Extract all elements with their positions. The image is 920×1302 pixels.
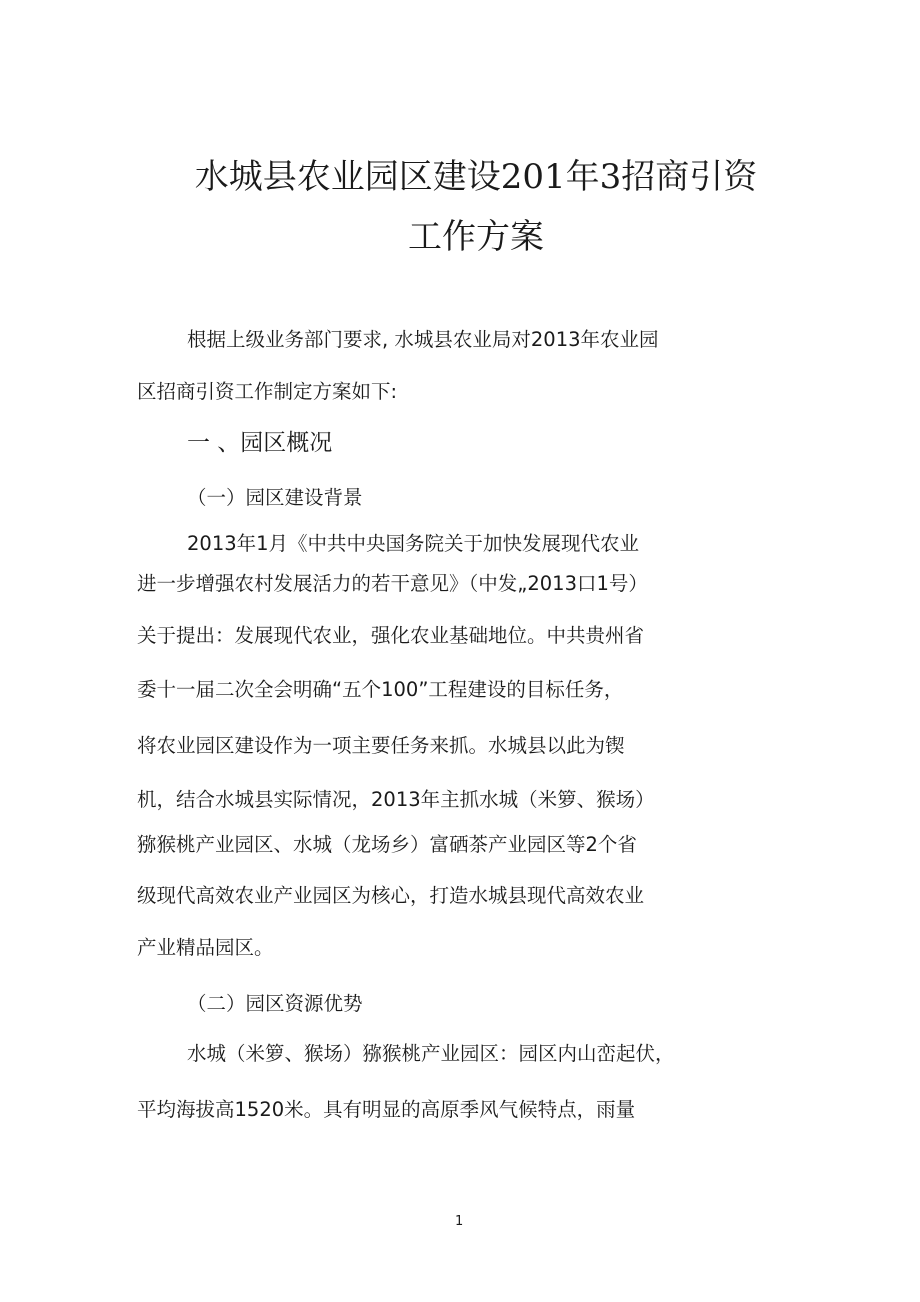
paragraph-line: 机，结合水城县实际情况，2013年主抓水城（米箩、猴场） xyxy=(137,788,655,811)
paragraph-line: 进一步增强农村发展活力的若干意见》（中发„2013口1号） xyxy=(137,572,648,595)
paragraph-line: 平均海拔高1520米。具有明显的高原季风气候特点，雨量 xyxy=(137,1098,636,1121)
page-number: 1 xyxy=(455,1214,464,1229)
paragraph-line: 2013年1月《中共中央国务院关于加快发展现代农业 xyxy=(187,532,640,555)
paragraph-line: 猕猴桃产业园区、水城（龙场乡）富硒茶产业园区等2个省 xyxy=(137,833,637,856)
paragraph-line: 委十一届二次全会明确“五个100”工程建设的目标任务， xyxy=(137,678,624,701)
subsection-heading: （一）园区建设背景 xyxy=(187,486,363,509)
paragraph-line: 级现代高效农业产业园区为核心，打造水城县现代高效农业 xyxy=(137,884,645,907)
paragraph-line: 将农业园区建设作为一项主要任务来抓。水城县以此为锲 xyxy=(137,734,625,757)
section-heading: 一 、园区概况 xyxy=(187,430,333,456)
document-title-line-1: 水城县农业园区建设201年3招商引资 xyxy=(194,157,758,197)
paragraph-line: 根据上级业务部门要求, 水城县农业局对2013年农业园 xyxy=(187,328,659,351)
paragraph-line: 区招商引资工作制定方案如下: xyxy=(137,380,398,403)
document-title-line-2: 工作方案 xyxy=(408,217,544,257)
paragraph-line: 产业精品园区。 xyxy=(137,936,274,959)
paragraph-line: 水城（米箩、猴场）猕猴桃产业园区：园区内山峦起伏， xyxy=(187,1042,675,1065)
paragraph-line: 关于提出：发展现代农业，强化农业基础地位。中共贵州省 xyxy=(137,624,645,647)
subsection-heading: （二）园区资源优势 xyxy=(187,992,363,1015)
